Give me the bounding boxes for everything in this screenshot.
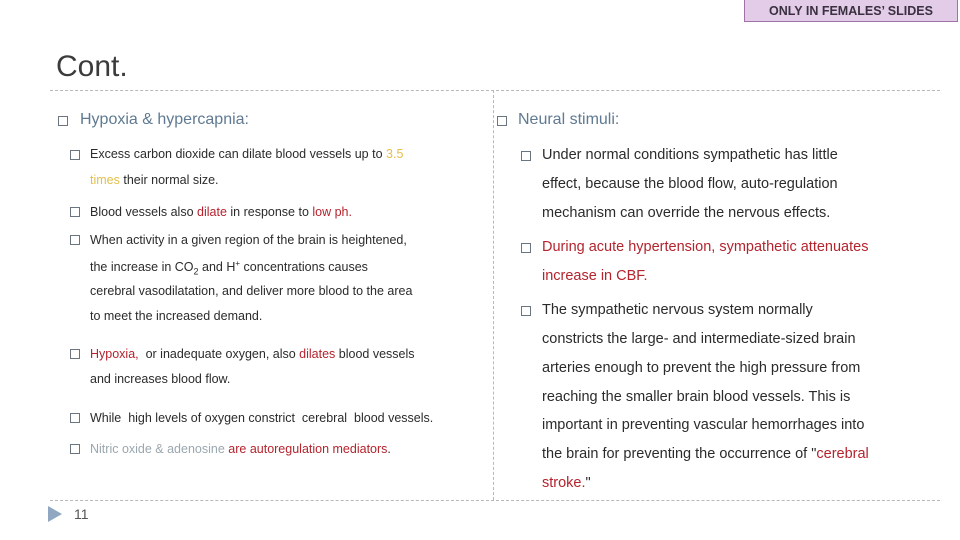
right-heading: Neural stimuli: bbox=[518, 111, 620, 128]
bullet-icon bbox=[521, 306, 531, 316]
slide-title: Cont. bbox=[56, 50, 128, 83]
text: the increase in CO bbox=[90, 260, 194, 275]
highlight: cerebral bbox=[816, 446, 869, 462]
bullet-icon bbox=[58, 116, 68, 126]
bullet-text: While high levels of oxygen constrict cerebral blood vessels. bbox=[90, 411, 434, 425]
bullet-text bbox=[90, 173, 219, 187]
bullet-text: When activity in a given region of the brain is heightened, bbox=[90, 233, 407, 247]
text: Nitric oxide & adenosine bbox=[90, 442, 229, 456]
bullet-text bbox=[542, 475, 591, 491]
divider-bottom bbox=[50, 500, 940, 501]
highlight: stroke. bbox=[542, 475, 586, 491]
play-triangle-icon bbox=[48, 506, 62, 522]
text: in response to bbox=[226, 205, 313, 219]
bullet-icon bbox=[70, 349, 80, 359]
females-slides-badge: ONLY IN FEMALES’ SLIDES bbox=[744, 0, 958, 22]
bullet-text: constricts the large- and intermediate-sized brain bbox=[542, 331, 856, 347]
bullet-text: and increases blood flow. bbox=[90, 372, 231, 386]
divider-top bbox=[50, 90, 940, 91]
bullet-text: reaching the smaller brain blood vessels. This is bbox=[542, 389, 851, 405]
bullet-icon bbox=[70, 444, 80, 454]
bullet-text: The sympathetic nervous system normally bbox=[542, 302, 813, 318]
text: concentrations causes bbox=[240, 260, 368, 275]
text: or inadequate oxygen, also bbox=[138, 347, 300, 361]
bullet-icon bbox=[70, 413, 80, 423]
page-number: 11 bbox=[74, 506, 89, 522]
bullet-icon bbox=[497, 116, 507, 126]
bullet-text: Under normal conditions sympathetic has little bbox=[542, 147, 838, 163]
text: the brain for preventing the occurrence of " bbox=[542, 446, 817, 462]
text: " bbox=[585, 475, 591, 491]
bullet-text: During acute hypertension, sympathetic attenuates bbox=[542, 239, 869, 255]
bullet-icon bbox=[70, 150, 80, 160]
highlight: Hypoxia, bbox=[90, 347, 139, 361]
highlight: are autoregulation mediators bbox=[228, 442, 388, 456]
superscript: + bbox=[235, 259, 241, 268]
text: . bbox=[387, 442, 391, 456]
left-heading: Hypoxia & hypercapnia: bbox=[80, 111, 249, 128]
bullet-text bbox=[542, 446, 869, 462]
divider-vertical bbox=[493, 90, 494, 500]
bullet-text: to meet the increased demand. bbox=[90, 309, 263, 323]
highlight: times bbox=[90, 173, 120, 187]
subscript: 2 bbox=[193, 266, 199, 277]
highlight: dilates bbox=[299, 347, 336, 361]
bullet-text bbox=[90, 147, 403, 161]
highlight: dilate bbox=[197, 205, 227, 219]
bullet-text: mechanism can override the nervous effects. bbox=[542, 205, 831, 221]
text: Excess carbon dioxide can dilate blood vessels up to bbox=[90, 147, 387, 161]
text: their normal size. bbox=[119, 173, 219, 187]
bullet-icon bbox=[70, 207, 80, 217]
text: blood vessels bbox=[335, 347, 415, 361]
bullet-text: increase in CBF. bbox=[542, 268, 648, 284]
bullet-text bbox=[90, 442, 391, 456]
text: and H bbox=[198, 260, 236, 275]
text: Blood vessels also bbox=[90, 205, 198, 219]
bullet-text: important in preventing vascular hemorrhages into bbox=[542, 417, 865, 433]
bullet-text bbox=[90, 347, 415, 361]
bullet-icon bbox=[521, 243, 531, 253]
bullet-text: effect, because the blood flow, auto-regulation bbox=[542, 176, 838, 192]
bullet-icon bbox=[70, 235, 80, 245]
bullet-text: arteries enough to prevent the high pressure from bbox=[542, 360, 861, 376]
bullet-text bbox=[90, 205, 352, 219]
bullet-text: cerebral vasodilatation, and deliver more blood to the area bbox=[90, 284, 413, 298]
highlight: low ph. bbox=[312, 205, 352, 219]
bullet-icon bbox=[521, 151, 531, 161]
highlight: 3.5 bbox=[386, 147, 404, 161]
bullet-text bbox=[90, 259, 368, 277]
